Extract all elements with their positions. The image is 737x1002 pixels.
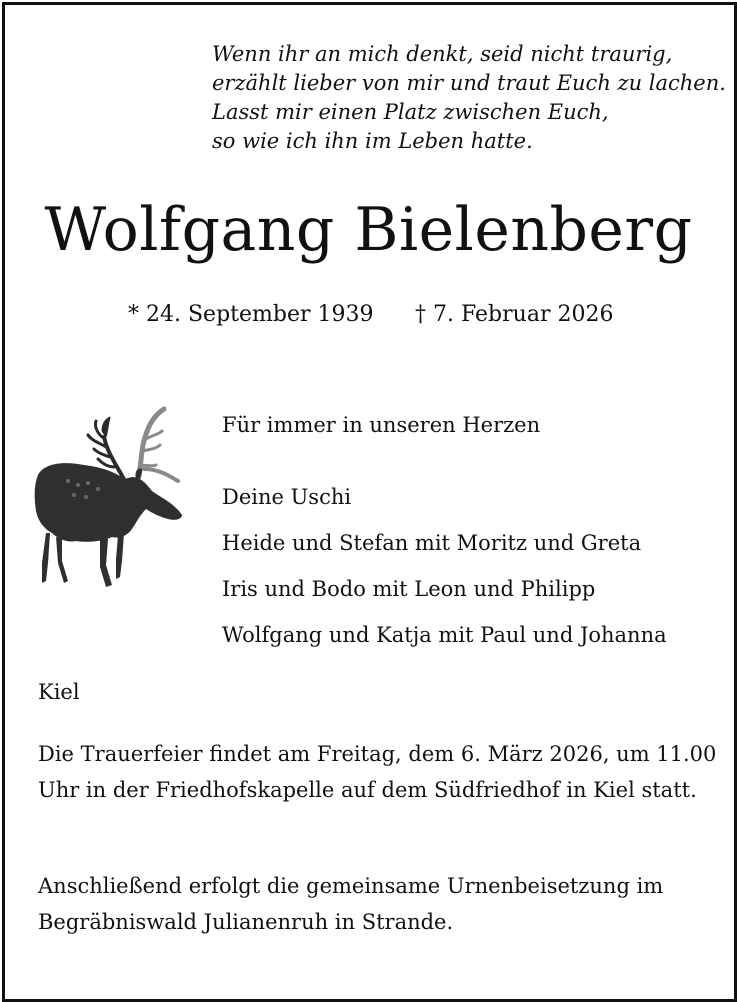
- family-member: Deine Uschi: [222, 485, 352, 509]
- place-name: Kiel: [38, 680, 80, 704]
- family-member: Wolfgang und Katja mit Paul und Johanna: [222, 623, 667, 647]
- signoff-line: Für immer in unseren Herzen: [222, 413, 541, 437]
- birth-date: * 24. September 1939: [128, 302, 374, 327]
- poem-line: so wie ich ihn im Leben hatte.: [212, 129, 533, 153]
- poem: [212, 40, 726, 156]
- deceased-name: Wolfgang Bielenberg: [44, 195, 693, 265]
- family-member: Iris und Bodo mit Leon und Philipp: [222, 577, 596, 601]
- family-member: Heide und Stefan mit Moritz und Greta: [222, 531, 642, 555]
- family-list: [222, 482, 667, 666]
- poem-line: Lasst mir einen Platz zwischen Euch,: [212, 100, 609, 124]
- burial-info: Anschließend erfolgt die gemeinsame Urnenbeisetzung im Begräbniswald Julianenruh in Strande.: [38, 874, 664, 934]
- death-date: † 7. Februar 2026: [415, 302, 614, 327]
- poem-line: Wenn ihr an mich denkt, seid nicht traurig,: [212, 42, 673, 66]
- deer-icon: [28, 405, 188, 590]
- funeral-info: Die Trauerfeier findet am Freitag, dem 6. März 2026, um 11.00 Uhr in der Friedhofskapelle auf dem Südfriedhof in Kiel statt.: [38, 742, 717, 802]
- poem-line: erzählt lieber von mir und traut Euch zu lachen.: [212, 71, 726, 95]
